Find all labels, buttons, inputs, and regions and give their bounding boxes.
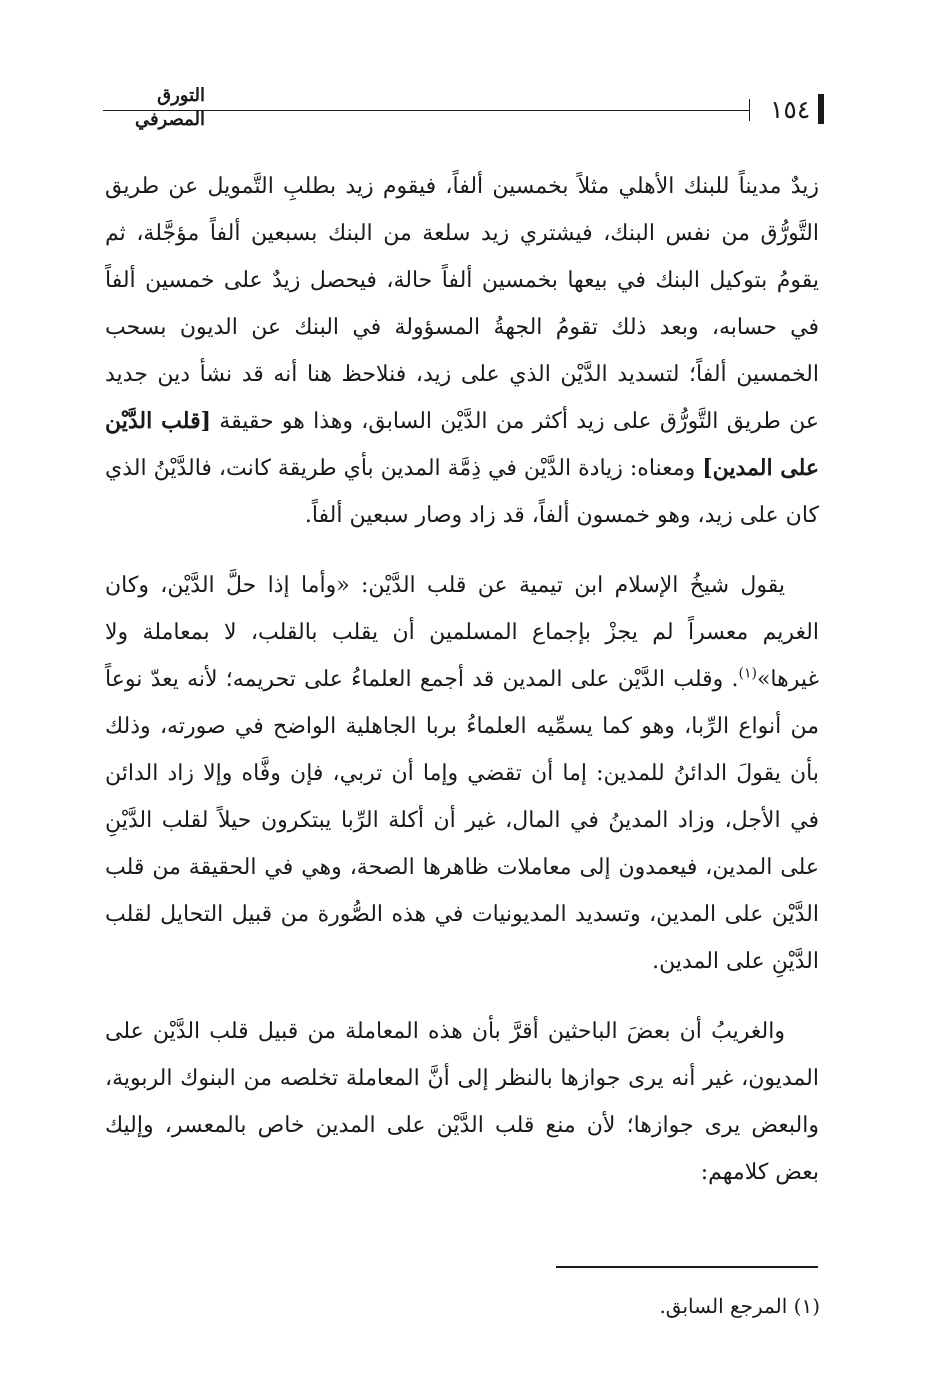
paragraph-1 [105,163,819,539]
body-text [105,163,819,1196]
footnote-reference[interactable]: (١) [738,665,757,682]
paragraph-1-text-b: ومعناه: زيادة الدَّيْن في ذِمَّة المدين بأي طريقة كانت، فالدَّيْنُ الذي كان على زيد، وهو خمسون ألفاً، قد زاد وصار سبعين ألفاً. [105,456,819,528]
bold-term-qalb-al-dayn: [قلب الدَّيْن على المدين] [105,408,819,481]
footnote [400,1290,820,1322]
paragraph-2-text-b: . وقلب الدَّيْن على المدين قد أجمع العلماءُ على تحريمه؛ لأنه يعدّ نوعاً من أنواع الرِّبا، وهو كما يسمِّيه العلماءُ بربا الجاهلية الواضح في صورته، وذلك بأن يقولَ الدائنُ للمدين: إما أن تقضي وإما أن تربي، فإن وفَّاه وإلا زاد الدائن في الأجل، وزاد المدينُ في المال، غير أن أكلة الرِّبا يبتكرون حيلاً لقلب الدَّيْنِ على المدين، فيعمدون إلى معاملات ظاهرها الصحة، وهي في الحقيقة من قلب الدَّيْن على المدين، وتسديد المديونيات في هذه الصُّورة من قبيل التحايل لقلب الدَّيْنِ على المدين. [105,667,819,974]
paragraph-2-text-a: يقول شيخُ الإسلام ابن تيمية عن قلب الدَّيْن: «وأما إذا حلَّ الدَّيْن، وكان الغريم معسراً لم يجزْ بإجماع المسلمين أن يقلب بالقلب، لا بمعاملة ولا غيرها» [105,573,819,692]
paragraph-3-text: والغريبُ أن بعضَ الباحثين أقرَّ بأن هذه المعاملة من قبيل قلب الدَّيْن على المديون، غير أنه يرى جوازها بالنظر إلى أنَّ المعاملة تخلصه من البنوك الربوية، والبعض يرى جوازها؛ لأن منع قلب الدَّيْن على المدين خاص بالمعسر، وإليك بعض كلامهم: [105,1019,819,1185]
paragraph-2 [105,562,819,985]
footnote-text: المرجع السابق. [659,1294,788,1318]
paragraph-3 [105,1008,819,1196]
header-vertical-bar [818,94,824,124]
footnote-marker: (١) [793,1294,820,1318]
footnote-separator [556,1266,818,1268]
page-number: ١٥٤ [770,95,811,124]
running-title: التورق المصرفي [134,85,205,130]
paragraph-1-text-a: زيدٌ مديناً للبنك الأهلي مثلاً بخمسين ألفاً، فيقوم زيد بطلبِ التَّمويل عن طريق التَّورُّق من نفس البنك، فيشتري زيد سلعة من البنك بسبعين ألفاً مؤجَّلة، ثم يقومُ بتوكيل البنك في بيعها بخمسين ألفاً حالة، فيحصل زيدٌ على خمسين ألفاً في حسابه، وبعد ذلك تقومُ الجهةُ المسؤولة في البنك عن الديون بسحب الخمسين ألفاً؛ لتسديد الدَّيْن الذي على زيد، فنلاحظ هنا أنه قد نشأ دين جديد عن طريق التَّورُّق على زيد أكثر من الدَّيْن السابق، وهذا هو حقيقة [105,174,819,434]
page-header [0,0,934,130]
